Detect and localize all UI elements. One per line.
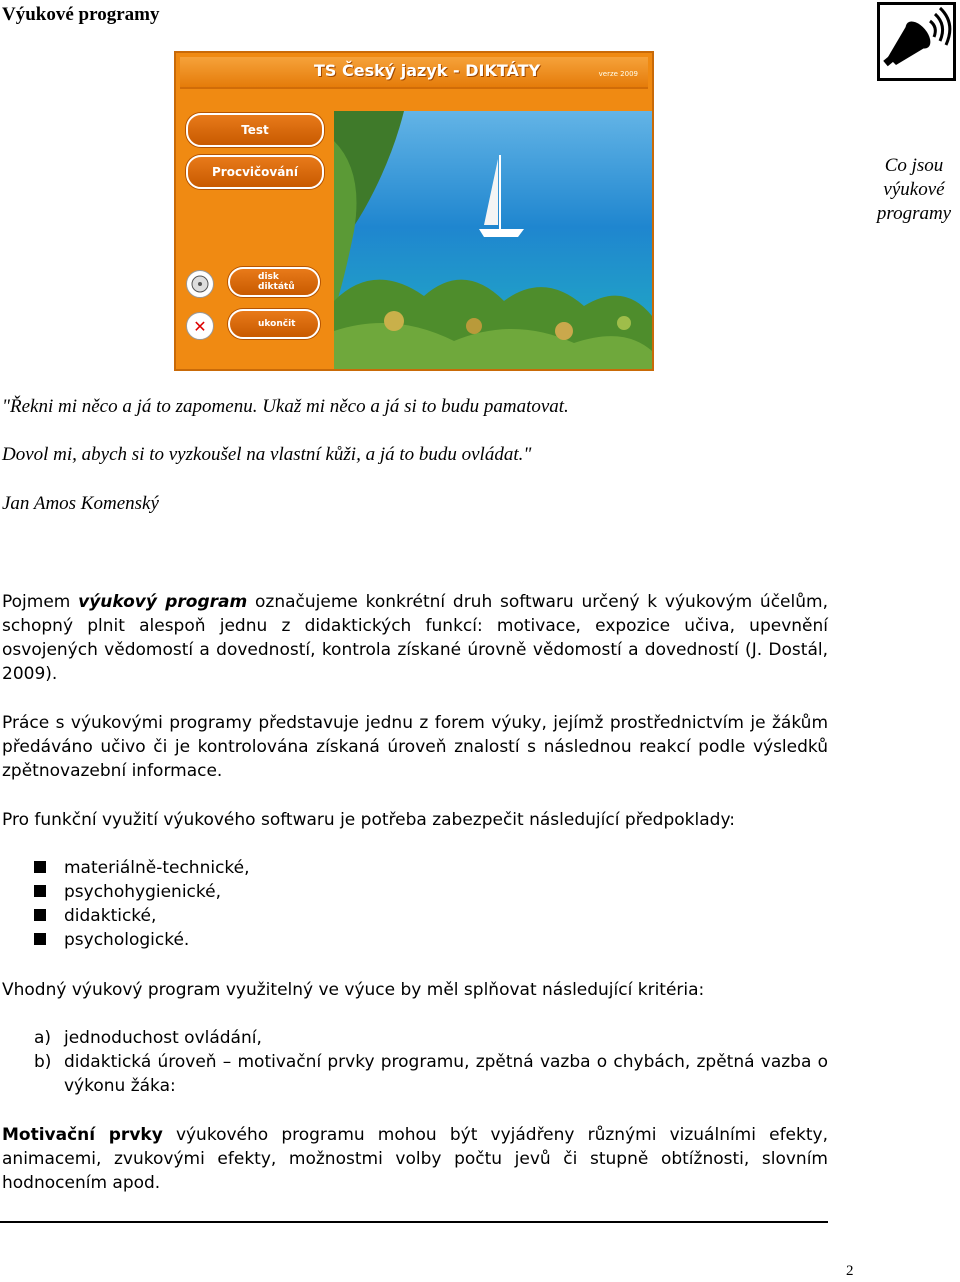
quote-author: Jan Amos Komenský (2, 493, 159, 514)
app-title-bar (180, 57, 648, 89)
definition-term: výukový program (78, 592, 248, 612)
motivation-term: Motivační prvky (2, 1125, 163, 1145)
list-item (34, 1050, 828, 1098)
list-item: didaktické, (34, 904, 250, 928)
quote-line-1: "Řekni mi něco a já to zapomenu. Ukaž mi něco a já si to budu pamatovat. (2, 396, 569, 417)
page-number: 2 (846, 1263, 854, 1279)
page-header: Výukové programy (2, 4, 160, 25)
definition-paragraph (2, 590, 828, 686)
list-text: didaktická úroveň – motivační prvky programu, zpětná vazba o chybách, zpětná vazba o výkonu žáka: (64, 1052, 828, 1096)
dictation-disk-label: disk diktátů (258, 272, 295, 292)
list-marker: b) (34, 1052, 52, 1072)
motivation-text: výukového programu mohou být vyjádřeny různými vizuálními efekty, animacemi, zvukovými efekty, možnostmi volby počtu jevů či stupně obtížnosti, slovním hodnocením apod. (2, 1125, 828, 1193)
exit-label: ukončit (258, 319, 296, 329)
practice-button[interactable]: Procvičování (186, 155, 324, 189)
program-screenshot (174, 51, 654, 371)
disk-icon (186, 270, 214, 298)
list-marker: a) (34, 1028, 52, 1048)
prerequisites-list (34, 856, 250, 952)
close-icon: ✕ (186, 312, 214, 340)
test-button[interactable]: Test (186, 113, 324, 147)
side-note: Co jsou výukové programy (876, 155, 952, 224)
prerequisites-intro: Pro funkční využití výukového softwaru je potřeba zabezpečit následující předpoklady: (2, 810, 735, 830)
app-title: TS Český jazyk - DIKTÁTY (314, 61, 541, 80)
list-item (34, 1026, 828, 1050)
definition-text: označujeme konkrétní druh softwaru určený k výukovým účelům, schopný plnit alespoň jednu z didaktických funkcí: motivace, expozice učiva, upevnění osvojených vědomostí a dovedností, kontrola získané úrovně vědomostí a dovedností (J. Dostál, 2009). (2, 592, 828, 684)
quote-line-2: Dovol mi, abych si to vyzkoušel na vlastní kůži, a já to budu ovládat." (2, 444, 532, 465)
dictation-disk-button[interactable] (228, 267, 320, 297)
sailboat-photo (334, 111, 652, 369)
work-paragraph: Práce s výukovými programy představuje jednu z forem výuky, jejímž prostřednictvím je žákům předáváno učivo či je kontrolována získaná úroveň znalostí s následnou reakcí podle výsledků zpětnovazební informace. (2, 713, 828, 781)
definition-pre: Pojmem (2, 592, 79, 612)
criteria-list (34, 1026, 828, 1098)
list-text: jednoduchost ovládání, (64, 1028, 262, 1048)
list-item: psychohygienické, (34, 880, 250, 904)
app-version: verze 2009 (598, 70, 638, 78)
footer-rule (0, 1221, 828, 1223)
list-item: psychologické. (34, 928, 250, 952)
speaker-icon (877, 2, 956, 81)
exit-button[interactable] (193, 309, 320, 339)
motivation-paragraph (2, 1123, 828, 1195)
criteria-intro: Vhodný výukový program využitelný ve výuce by měl splňovat následující kritéria: (2, 980, 705, 1000)
list-item: materiálně-technické, (34, 856, 250, 880)
